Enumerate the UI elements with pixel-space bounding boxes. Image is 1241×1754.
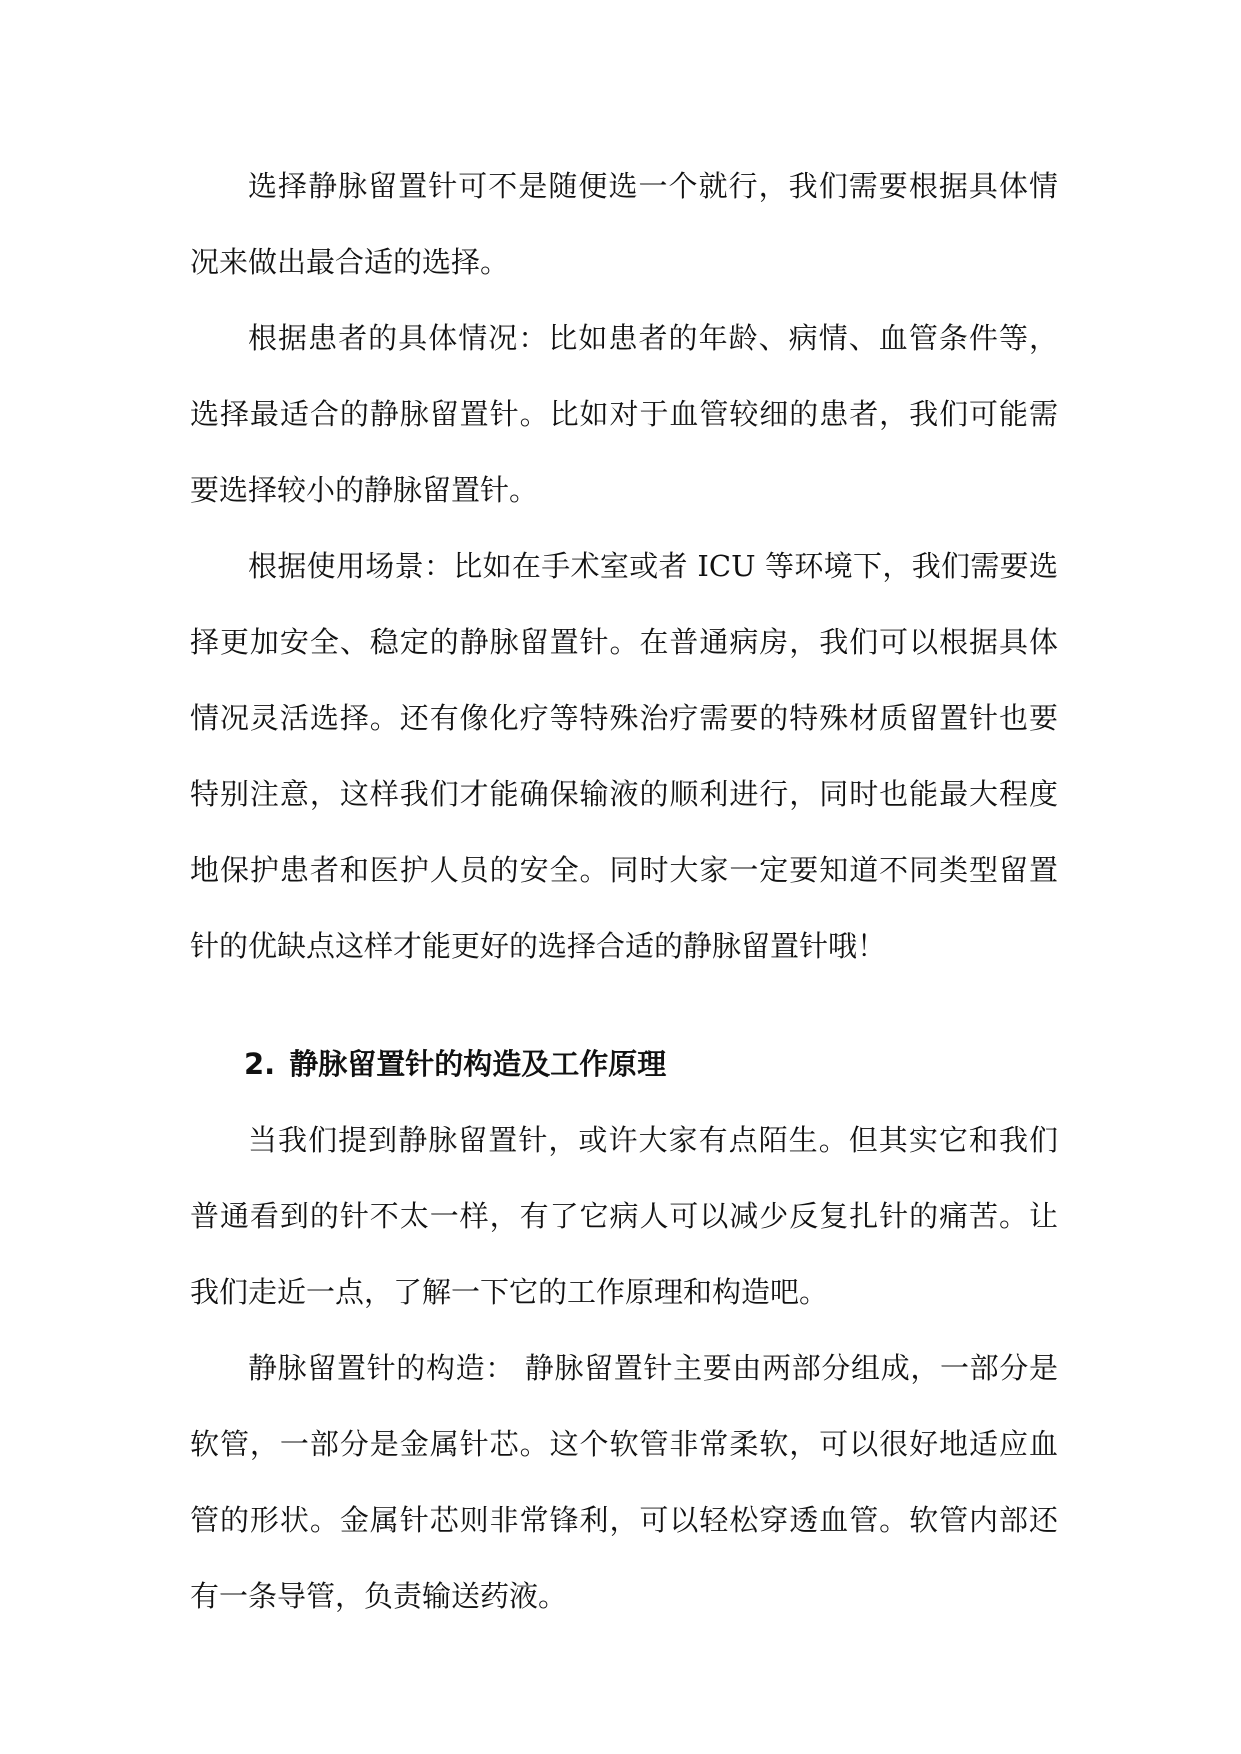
section-number: 2. xyxy=(244,1047,276,1081)
paragraph-structure-detail: 静脉留置针的构造： 静脉留置针主要由两部分组成，一部分是软管，一部分是金属针芯。这个软管非常柔软，可以很好地适应血管的形状。金属针芯则非常锋利，可以轻松穿透血管。软管内部还有一条导管，负责输送药液。 xyxy=(190,1351,1058,1613)
paragraph-patient-condition: 根据患者的具体情况：比如患者的年龄、病情、血管条件等，选择最适合的静脉留置针。比如对于血管较细的患者，我们可能需要选择较小的静脉留置针。 xyxy=(190,321,1058,507)
section-title: 静脉留置针的构造及工作原理 xyxy=(289,1047,667,1081)
document-body xyxy=(190,148,1058,1634)
paragraph-usage-scenario: 根据使用场景：比如在手术室或者 ICU 等环境下，我们需要选择更加安全、稳定的静脉留置针。在普通病房，我们可以根据具体情况灵活选择。还有像化疗等特殊治疗需要的特殊材质留置针也要特别注意，这样我们才能确保输液的顺利进行，同时也能最大程度地保护患者和医护人员的安全。同时大家一定要知道不同类型留置针的优缺点这样才能更好的选择合适的静脉留置针哦！ xyxy=(190,549,1058,963)
section-heading xyxy=(190,1026,1058,1102)
paragraph-selection-intro: 选择静脉留置针可不是随便选一个就行，我们需要根据具体情况来做出最合适的选择。 xyxy=(190,169,1058,279)
paragraph-structure-intro: 当我们提到静脉留置针，或许大家有点陌生。但其实它和我们普通看到的针不太一样，有了它病人可以减少反复扎针的痛苦。让我们走近一点，了解一下它的工作原理和构造吧。 xyxy=(190,1123,1058,1309)
